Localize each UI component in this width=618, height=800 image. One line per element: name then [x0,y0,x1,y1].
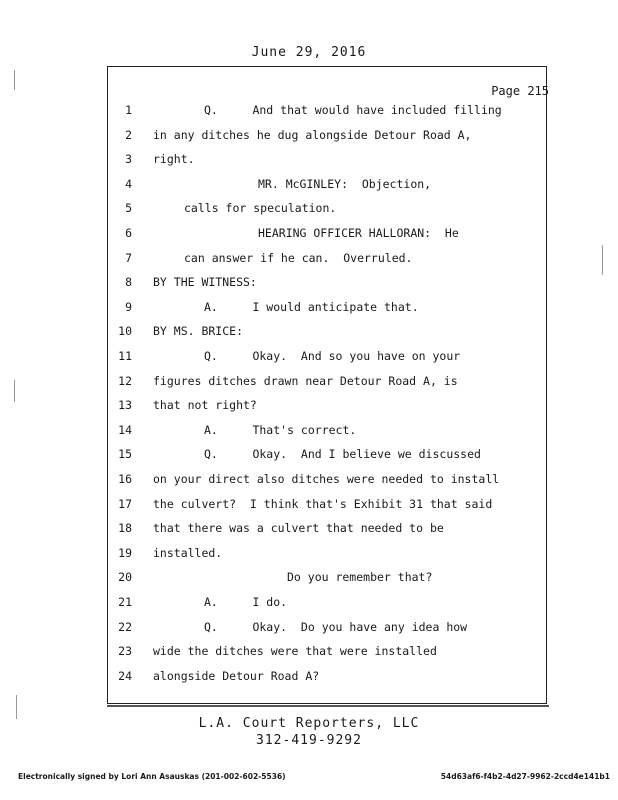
line-number: 18 [118,521,132,536]
line-text: can answer if he can. Overruled. [184,250,413,265]
line-number: 11 [118,349,132,363]
line-number: 5 [125,201,132,216]
line-text: the culvert? I think that's Exhibit 31 that said [153,496,493,511]
line-number: 16 [118,472,132,486]
line-text: BY THE WITNESS: [153,275,257,290]
scan-artifact [602,245,603,275]
scan-artifact [14,70,15,90]
line-number: 8 [125,275,132,290]
line-number: 7 [125,250,132,265]
line-text: A. That's correct. [204,422,357,437]
line-text: MR. McGINLEY: Objection, [258,176,432,191]
line-number: 15 [118,447,132,462]
line-text: Do you remember that? [287,570,433,585]
line-text: calls for speculation. [184,201,337,216]
line-number: 2 [125,127,132,142]
line-number: 17 [118,496,132,511]
line-text: BY MS. BRICE: [153,324,244,339]
line-number: 21 [118,595,132,609]
line-text: A. I would anticipate that. [204,299,419,314]
line-text: installed. [153,545,223,560]
line-number: 4 [125,176,132,191]
line-number: 12 [118,373,132,388]
page-number: Page 215 [491,84,549,98]
line-number: 3 [125,152,132,167]
line-number: 23 [118,644,132,659]
line-text: Q. Okay. And so you have on your [204,349,461,363]
line-text: Q. Okay. And I believe we discussed [204,447,481,462]
footer-phone: 312-419-9292 [256,733,362,748]
line-number: 24 [118,668,132,683]
line-number: 6 [125,226,132,240]
line-text: on your direct also ditches were needed to install [153,472,500,486]
line-number: 13 [118,398,132,413]
line-text: alongside Detour Road A? [153,668,320,683]
line-number: 14 [118,422,132,437]
line-number: 20 [118,570,132,585]
electronic-signature: Electronically signed by Lori Ann Asauskas (201-002-602-5536) [18,772,286,781]
line-number: 19 [118,545,132,560]
line-text: HEARING OFFICER HALLORAN: He [258,226,459,240]
line-text: figures ditches drawn near Detour Road A, is [153,373,458,388]
line-text: wide the ditches were that were installed [153,644,437,659]
line-text: Q. Okay. Do you have any idea how [204,619,468,634]
footer-company: L.A. Court Reporters, LLC [198,716,420,731]
line-number: 1 [125,103,132,117]
line-text: in any ditches he dug alongside Detour Road A, [153,127,472,142]
line-text: Q. And that would have included filling [204,103,502,117]
scan-artifact [14,380,15,402]
line-number: 10 [118,324,132,339]
line-text: right. [153,152,195,167]
scan-artifact [16,695,17,719]
line-number: 22 [118,619,132,634]
line-text: that not right? [153,398,257,413]
header-date: June 29, 2016 [251,45,367,60]
document-hash: 54d63af6-f4b2-4d27-9962-2ccd4e141b1 [440,772,610,781]
line-text: that there was a culvert that needed to be [153,521,444,536]
frame-divider [107,705,549,707]
line-number: 9 [125,299,132,314]
line-text: A. I do. [204,595,288,609]
